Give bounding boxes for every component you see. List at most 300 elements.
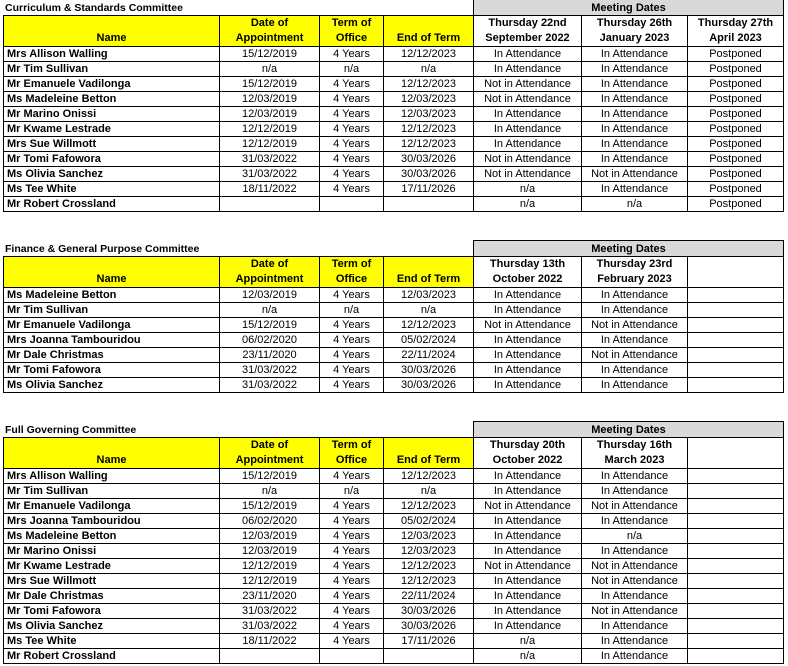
attendance-cell: In Attendance	[474, 589, 582, 604]
table-row	[4, 499, 784, 514]
member-name: Mrs Allison Walling	[4, 47, 220, 62]
meeting-date-header: Thursday 20th	[474, 438, 582, 454]
table-row	[4, 303, 784, 318]
table-row	[4, 514, 784, 529]
table-row	[4, 167, 784, 182]
meeting-dates-row	[4, 0, 784, 16]
attendance-cell	[688, 529, 784, 544]
member-name: Mrs Allison Walling	[4, 469, 220, 484]
appointment-date: 18/11/2022	[220, 182, 320, 197]
table-row	[4, 152, 784, 167]
blank-cell	[4, 0, 220, 16]
term-of-office: 4 Years	[320, 574, 384, 589]
header-end: End of Term	[384, 272, 474, 288]
header-name-top	[4, 257, 220, 273]
attendance-cell: n/a	[582, 197, 688, 212]
table-row	[4, 92, 784, 107]
attendance-cell: n/a	[582, 529, 688, 544]
member-name: Mr Robert Crossland	[4, 649, 220, 664]
attendance-cell: Not in Attendance	[474, 318, 582, 333]
attendance-cell: Not in Attendance	[582, 604, 688, 619]
committee-title: Full Governing Committee	[5, 424, 137, 436]
attendance-cell	[688, 333, 784, 348]
attendance-cell: In Attendance	[582, 514, 688, 529]
attendance-cell: In Attendance	[474, 348, 582, 363]
header-term: Office	[320, 272, 384, 288]
meeting-date-header: Thursday 16th	[582, 438, 688, 454]
term-of-office: 4 Years	[320, 182, 384, 197]
committee-title: Curriculum & Standards Committee	[5, 2, 183, 14]
meeting-dates-header: Meeting Dates	[474, 241, 784, 257]
meeting-date-header: February 2023	[582, 272, 688, 288]
end-of-term: 12/03/2023	[384, 544, 474, 559]
blank-cell	[384, 0, 474, 16]
attendance-cell: Postponed	[688, 107, 784, 122]
attendance-cell: In Attendance	[582, 649, 688, 664]
attendance-cell: In Attendance	[582, 363, 688, 378]
appointment-date: 15/12/2019	[220, 77, 320, 92]
member-name: Mr Tim Sullivan	[4, 303, 220, 318]
blank-cell	[220, 422, 320, 438]
member-name: Ms Madeleine Betton	[4, 92, 220, 107]
attendance-cell: Not in Attendance	[474, 499, 582, 514]
end-of-term: 12/12/2023	[384, 318, 474, 333]
term-of-office: 4 Years	[320, 288, 384, 303]
attendance-cell: In Attendance	[474, 137, 582, 152]
term-of-office: n/a	[320, 484, 384, 499]
term-of-office: 4 Years	[320, 77, 384, 92]
blank-cell	[4, 241, 220, 257]
term-of-office: 4 Years	[320, 318, 384, 333]
term-of-office: 4 Years	[320, 363, 384, 378]
table-row	[4, 529, 784, 544]
meeting-date-header: September 2022	[474, 31, 582, 47]
member-name: Mr Tomi Fafowora	[4, 604, 220, 619]
header-name-top	[4, 438, 220, 454]
meeting-date-header: January 2023	[582, 31, 688, 47]
attendance-cell: Not in Attendance	[474, 559, 582, 574]
header-appointment: Date of	[220, 16, 320, 32]
meeting-date-header: April 2023	[688, 31, 784, 47]
attendance-cell: n/a	[474, 182, 582, 197]
header-term: Term of	[320, 257, 384, 273]
end-of-term: 30/03/2026	[384, 167, 474, 182]
term-of-office: 4 Years	[320, 544, 384, 559]
attendance-cell: In Attendance	[474, 333, 582, 348]
end-of-term: 17/11/2026	[384, 634, 474, 649]
attendance-cell: In Attendance	[474, 604, 582, 619]
appointment-date: 06/02/2020	[220, 514, 320, 529]
member-name: Mr Kwame Lestrade	[4, 559, 220, 574]
attendance-cell: Not in Attendance	[582, 559, 688, 574]
member-name: Mr Tim Sullivan	[4, 484, 220, 499]
end-of-term: 12/03/2023	[384, 107, 474, 122]
member-name: Mr Tomi Fafowora	[4, 363, 220, 378]
appointment-date: 12/03/2019	[220, 107, 320, 122]
table-row	[4, 137, 784, 152]
end-of-term: 30/03/2026	[384, 363, 474, 378]
meeting-date-header: March 2023	[582, 453, 688, 469]
table-row	[4, 47, 784, 62]
header-name-top	[4, 16, 220, 32]
attendance-cell: Postponed	[688, 77, 784, 92]
header-row	[4, 438, 784, 454]
appointment-date: 12/03/2019	[220, 529, 320, 544]
member-name: Mr Kwame Lestrade	[4, 122, 220, 137]
end-of-term	[384, 197, 474, 212]
blank-cell	[320, 422, 384, 438]
end-of-term: 12/12/2023	[384, 469, 474, 484]
term-of-office: 4 Years	[320, 167, 384, 182]
attendance-cell: In Attendance	[582, 107, 688, 122]
member-name: Mr Dale Christmas	[4, 589, 220, 604]
blank-cell	[220, 0, 320, 16]
attendance-cell: In Attendance	[582, 469, 688, 484]
attendance-cell: Postponed	[688, 137, 784, 152]
term-of-office: 4 Years	[320, 378, 384, 393]
appointment-date: 06/02/2020	[220, 333, 320, 348]
term-of-office: 4 Years	[320, 348, 384, 363]
appointment-date: 23/11/2020	[220, 348, 320, 363]
appointment-date: 12/12/2019	[220, 574, 320, 589]
header-term: Office	[320, 453, 384, 469]
attendance-cell: n/a	[474, 197, 582, 212]
attendance-cell: In Attendance	[582, 619, 688, 634]
appointment-date: 15/12/2019	[220, 469, 320, 484]
end-of-term: 17/11/2026	[384, 182, 474, 197]
appointment-date: 12/12/2019	[220, 559, 320, 574]
member-name: Mrs Sue Willmott	[4, 137, 220, 152]
term-of-office: 4 Years	[320, 107, 384, 122]
term-of-office: 4 Years	[320, 137, 384, 152]
member-name: Ms Madeleine Betton	[4, 529, 220, 544]
blank-cell	[4, 422, 220, 438]
table-row	[4, 469, 784, 484]
meeting-dates-header: Meeting Dates	[474, 0, 784, 16]
attendance-cell: Postponed	[688, 47, 784, 62]
member-name: Mr Emanuele Vadilonga	[4, 499, 220, 514]
term-of-office: 4 Years	[320, 47, 384, 62]
attendance-cell: In Attendance	[582, 47, 688, 62]
attendance-cell: In Attendance	[474, 574, 582, 589]
term-of-office: 4 Years	[320, 92, 384, 107]
end-of-term: n/a	[384, 62, 474, 77]
appointment-date: n/a	[220, 484, 320, 499]
term-of-office: 4 Years	[320, 589, 384, 604]
member-name: Ms Olivia Sanchez	[4, 167, 220, 182]
attendance-cell: Postponed	[688, 197, 784, 212]
end-of-term: 12/03/2023	[384, 288, 474, 303]
table-row	[4, 559, 784, 574]
header-end-top	[384, 16, 474, 32]
attendance-cell: In Attendance	[474, 469, 582, 484]
term-of-office: 4 Years	[320, 529, 384, 544]
meeting-dates-row	[4, 241, 784, 257]
header-row	[4, 272, 784, 288]
end-of-term	[384, 649, 474, 664]
meeting-date-header: October 2022	[474, 453, 582, 469]
member-name: Ms Tee White	[4, 634, 220, 649]
term-of-office: 4 Years	[320, 619, 384, 634]
member-name: Mr Dale Christmas	[4, 348, 220, 363]
term-of-office: n/a	[320, 62, 384, 77]
appointment-date: 23/11/2020	[220, 589, 320, 604]
member-name: Mr Tim Sullivan	[4, 62, 220, 77]
end-of-term: 30/03/2026	[384, 378, 474, 393]
meeting-date-header: Thursday 13th	[474, 257, 582, 273]
term-of-office: 4 Years	[320, 604, 384, 619]
meeting-date-header: Thursday 23rd	[582, 257, 688, 273]
attendance-cell	[688, 288, 784, 303]
attendance-cell: In Attendance	[474, 62, 582, 77]
term-of-office: 4 Years	[320, 514, 384, 529]
attendance-cell: In Attendance	[582, 92, 688, 107]
header-end-top	[384, 257, 474, 273]
attendance-cell	[688, 634, 784, 649]
meeting-date-header	[688, 453, 784, 469]
term-of-office: 4 Years	[320, 333, 384, 348]
attendance-cell: In Attendance	[582, 122, 688, 137]
attendance-cell: In Attendance	[582, 589, 688, 604]
attendance-cell: Not in Attendance	[582, 574, 688, 589]
attendance-cell	[688, 318, 784, 333]
attendance-cell: In Attendance	[582, 378, 688, 393]
attendance-cell: In Attendance	[582, 544, 688, 559]
header-term: Term of	[320, 438, 384, 454]
term-of-office: n/a	[320, 303, 384, 318]
table-row	[4, 197, 784, 212]
attendance-cell	[688, 544, 784, 559]
table-row	[4, 318, 784, 333]
appointment-date: 31/03/2022	[220, 604, 320, 619]
term-of-office: 4 Years	[320, 469, 384, 484]
end-of-term: 12/12/2023	[384, 122, 474, 137]
attendance-cell: In Attendance	[474, 47, 582, 62]
attendance-cell: In Attendance	[474, 363, 582, 378]
appointment-date	[220, 649, 320, 664]
table-row	[4, 333, 784, 348]
end-of-term: 05/02/2024	[384, 333, 474, 348]
appointment-date: 15/12/2019	[220, 47, 320, 62]
blank-cell	[384, 241, 474, 257]
attendance-cell	[688, 619, 784, 634]
blank-cell	[384, 422, 474, 438]
attendance-cell: In Attendance	[474, 514, 582, 529]
blank-cell	[320, 241, 384, 257]
attendance-cell	[688, 378, 784, 393]
attendance-cell: Not in Attendance	[474, 92, 582, 107]
appointment-date: 15/12/2019	[220, 499, 320, 514]
header-appointment: Date of	[220, 257, 320, 273]
table-row	[4, 574, 784, 589]
appointment-date: 15/12/2019	[220, 318, 320, 333]
attendance-cell: Postponed	[688, 62, 784, 77]
meeting-date-header	[688, 272, 784, 288]
end-of-term: 12/12/2023	[384, 574, 474, 589]
table-row	[4, 107, 784, 122]
appointment-date: 18/11/2022	[220, 634, 320, 649]
table-row	[4, 62, 784, 77]
table-row	[4, 649, 784, 664]
attendance-cell: In Attendance	[474, 303, 582, 318]
attendance-cell: In Attendance	[474, 529, 582, 544]
attendance-cell	[688, 484, 784, 499]
header-appointment: Appointment	[220, 453, 320, 469]
attendance-cell: In Attendance	[582, 137, 688, 152]
attendance-cell: In Attendance	[582, 303, 688, 318]
end-of-term: 30/03/2026	[384, 152, 474, 167]
meeting-date-header: October 2022	[474, 272, 582, 288]
table-row	[4, 363, 784, 378]
appointment-date: 12/03/2019	[220, 544, 320, 559]
committee-table	[3, 240, 784, 393]
meeting-date-header: Thursday 22nd	[474, 16, 582, 32]
header-row	[4, 257, 784, 273]
member-name: Mr Marino Onissi	[4, 107, 220, 122]
end-of-term: 12/12/2023	[384, 77, 474, 92]
appointment-date: n/a	[220, 303, 320, 318]
attendance-cell: Postponed	[688, 167, 784, 182]
table-row	[4, 378, 784, 393]
table-row	[4, 288, 784, 303]
meeting-date-header: Thursday 26th	[582, 16, 688, 32]
attendance-cell: n/a	[474, 634, 582, 649]
committee-table	[3, 421, 784, 664]
member-name: Mr Emanuele Vadilonga	[4, 318, 220, 333]
attendance-cell	[688, 649, 784, 664]
member-name: Mrs Joanna Tambouridou	[4, 514, 220, 529]
attendance-cell: Not in Attendance	[582, 167, 688, 182]
attendance-cell: Not in Attendance	[582, 499, 688, 514]
member-name: Mrs Joanna Tambouridou	[4, 333, 220, 348]
appointment-date: 31/03/2022	[220, 378, 320, 393]
appointment-date: 12/03/2019	[220, 92, 320, 107]
header-end: End of Term	[384, 31, 474, 47]
table-row	[4, 604, 784, 619]
attendance-cell	[688, 303, 784, 318]
member-name: Mrs Sue Willmott	[4, 574, 220, 589]
attendance-cell: In Attendance	[474, 619, 582, 634]
appointment-date: 12/03/2019	[220, 288, 320, 303]
end-of-term: 30/03/2026	[384, 619, 474, 634]
end-of-term: 12/03/2023	[384, 92, 474, 107]
header-end: End of Term	[384, 453, 474, 469]
term-of-office: 4 Years	[320, 122, 384, 137]
attendance-cell	[688, 604, 784, 619]
header-end-top	[384, 438, 474, 454]
blank-cell	[320, 0, 384, 16]
attendance-cell	[688, 348, 784, 363]
attendance-cell: In Attendance	[582, 182, 688, 197]
attendance-cell: In Attendance	[582, 288, 688, 303]
attendance-cell	[688, 559, 784, 574]
header-row	[4, 453, 784, 469]
meeting-date-header	[688, 438, 784, 454]
header-appointment: Appointment	[220, 31, 320, 47]
meeting-date-header	[688, 257, 784, 273]
member-name: Mr Tomi Fafowora	[4, 152, 220, 167]
table-row	[4, 484, 784, 499]
attendance-cell: In Attendance	[582, 484, 688, 499]
attendance-cell: In Attendance	[582, 333, 688, 348]
table-row	[4, 77, 784, 92]
attendance-cell: Not in Attendance	[474, 167, 582, 182]
term-of-office: 4 Years	[320, 634, 384, 649]
end-of-term: 12/03/2023	[384, 529, 474, 544]
term-of-office	[320, 197, 384, 212]
attendance-cell	[688, 469, 784, 484]
attendance-cell: In Attendance	[474, 122, 582, 137]
member-name: Ms Tee White	[4, 182, 220, 197]
attendance-cell	[688, 589, 784, 604]
appointment-date: 12/12/2019	[220, 122, 320, 137]
end-of-term: 05/02/2024	[384, 514, 474, 529]
table-row	[4, 182, 784, 197]
attendance-cell: Postponed	[688, 92, 784, 107]
member-name: Mr Robert Crossland	[4, 197, 220, 212]
member-name: Ms Olivia Sanchez	[4, 619, 220, 634]
attendance-cell: In Attendance	[582, 62, 688, 77]
end-of-term: 12/12/2023	[384, 559, 474, 574]
appointment-date: 31/03/2022	[220, 152, 320, 167]
attendance-cell: Postponed	[688, 182, 784, 197]
term-of-office: 4 Years	[320, 559, 384, 574]
attendance-cell: Not in Attendance	[474, 152, 582, 167]
attendance-cell: In Attendance	[474, 484, 582, 499]
meeting-dates-header: Meeting Dates	[474, 422, 784, 438]
attendance-cell: Postponed	[688, 122, 784, 137]
attendance-cell: In Attendance	[474, 288, 582, 303]
member-name: Ms Olivia Sanchez	[4, 378, 220, 393]
attendance-cell: n/a	[474, 649, 582, 664]
committee-title: Finance & General Purpose Committee	[5, 243, 200, 255]
attendance-cell: In Attendance	[582, 152, 688, 167]
table-row	[4, 544, 784, 559]
attendance-cell: Not in Attendance	[474, 77, 582, 92]
attendance-cell: Not in Attendance	[582, 348, 688, 363]
header-name: Name	[4, 31, 220, 47]
header-term: Term of	[320, 16, 384, 32]
appointment-date	[220, 197, 320, 212]
attendance-cell	[688, 514, 784, 529]
attendance-cell: In Attendance	[582, 77, 688, 92]
table-row	[4, 122, 784, 137]
term-of-office: 4 Years	[320, 499, 384, 514]
appointment-date: 31/03/2022	[220, 167, 320, 182]
member-name: Ms Madeleine Betton	[4, 288, 220, 303]
header-name: Name	[4, 453, 220, 469]
attendance-cell: In Attendance	[474, 107, 582, 122]
appointment-date: 12/12/2019	[220, 137, 320, 152]
member-name: Mr Emanuele Vadilonga	[4, 77, 220, 92]
attendance-cell: In Attendance	[582, 634, 688, 649]
blank-cell	[220, 241, 320, 257]
end-of-term: n/a	[384, 303, 474, 318]
end-of-term: n/a	[384, 484, 474, 499]
header-row	[4, 16, 784, 32]
table-row	[4, 619, 784, 634]
table-row	[4, 589, 784, 604]
member-name: Mr Marino Onissi	[4, 544, 220, 559]
appointment-date: 31/03/2022	[220, 363, 320, 378]
header-name: Name	[4, 272, 220, 288]
term-of-office	[320, 649, 384, 664]
term-of-office: 4 Years	[320, 152, 384, 167]
appointment-date: 31/03/2022	[220, 619, 320, 634]
appointment-date: n/a	[220, 62, 320, 77]
attendance-cell: Postponed	[688, 152, 784, 167]
end-of-term: 12/12/2023	[384, 137, 474, 152]
